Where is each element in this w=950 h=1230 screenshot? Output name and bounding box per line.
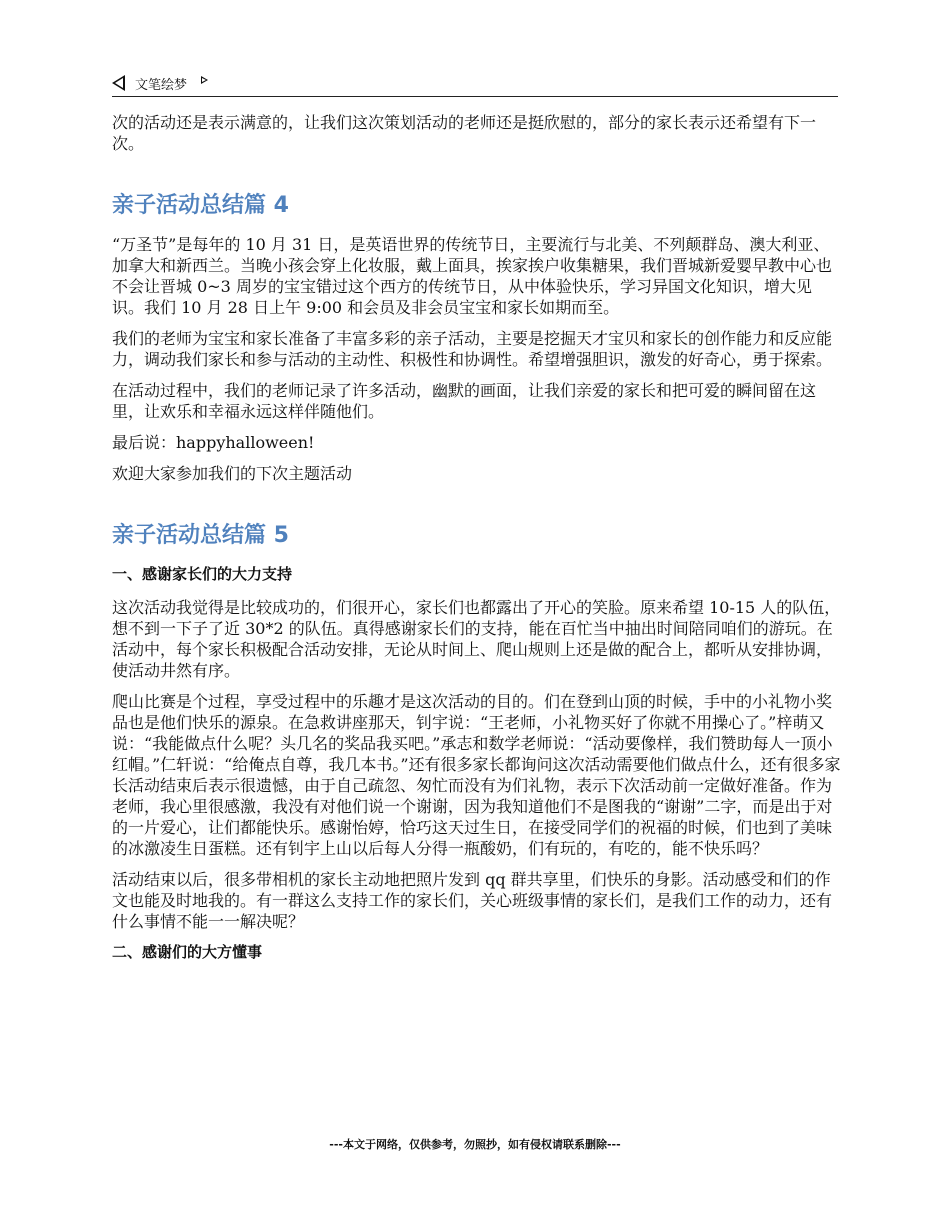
triangle-left-icon [112,75,125,91]
section-5-subheading-1: 一、感谢家长们的大力支持 [112,565,293,583]
page-footer: ---本文于网络，仅供参考，勿照抄，如有侵权请联系删除--- [329,1138,621,1151]
section-4-paragraph-2: 我们的老师为宝宝和家长准备了丰富多彩的亲子活动，主要是挖掘天才宝贝和家长的创作能力和反应能力，调动我们家长和参与活动的主动性、积极性和协调性。希望增强胆识，激发的好奇心，勇于探索。 [112,329,833,369]
header-title: 文笔绘梦 [135,77,188,93]
section-4-heading: 亲子活动总结篇 4 [112,193,289,218]
section-4-paragraph-4: 最后说：happyhalloween! [112,433,315,452]
section-4-paragraph-1: “万圣节”是每年的 10 月 31 日，是英语世界的传统节日，主要流行与北美、不列颠群岛、澳大利亚、加拿大和新西兰。当晚小孩会穿上化妆服，戴上面具，挨家挨户收集糖果，我们晋城新爱婴早教中心也不会让晋城 0~3 周岁的宝宝错过这个西方的传统节日，从中体验快乐，学习异国文化知识，增大见识。我们 10 月 28 日上午 9:00 和会员及非会员宝宝和家长如期而至。 [112,235,833,317]
triangle-right-icon [201,76,208,84]
page-header [112,70,838,97]
section-5-heading: 亲子活动总结篇 5 [112,523,289,548]
section-5-paragraph-2: 爬山比赛是个过程，享受过程中的乐趣才是这次活动的目的。们在登到山顶的时候，手中的小礼物小奖品也是他们快乐的源泉。在急救讲座那天，钊宇说：“王老师，小礼物买好了你就不用操心了。”梓萌又说：“我能做点什么呢？头几名的奖品我买吧。”承志和数学老师说：“活动要像样，我们赞助每人一顶小红帽。”仁轩说：“给俺点自尊，我几本书。”还有很多家长都询问这次活动需要他们做点什么，还有很多家长活动结束后表示很遗憾，由于自己疏忽、匆忙而没有为们礼物，表示下次活动前一定做好准备。作为老师，我心里很感激，我没有对他们说一个谢谢，因为我知道他们不是图我的“谢谢”二字，而是出于对的一片爱心，让们都能快乐。感谢怡婷，恰巧这天过生日，在接受同学们的祝福的时候，们也到了美味的冰激凌生日蛋糕。还有钊宇上山以后每人分得一瓶酸奶，们有玩的，有吃的，能不快乐吗？ [112,692,841,858]
section-5-paragraph-1: 这次活动我觉得是比较成功的，们很开心，家长们也都露出了开心的笑脸。原来希望 10-15 人的队伍，想不到一下子了近 30*2 的队伍。真得感谢家长们的支持，能在百忙当中抽出时间陪同咱们的游玩。在活动中，每个家长积极配合活动安排，无论从时间上、爬山规则上还是做的配合上，都听从安排协调，使活动井然有序。 [112,598,841,680]
section-5-paragraph-3: 活动结束以后，很多带相机的家长主动地把照片发到 qq 群共享里，们快乐的身影。活动感受和们的作文也能及时地我的。有一群这么支持工作的家长们，关心班级事情的家长们，是我们工作的动力，还有什么事情不能一一解决呢？ [112,870,833,931]
section-4-paragraph-3: 在活动过程中，我们的老师记录了许多活动，幽默的画面，让我们亲爱的家长和把可爱的瞬间留在这里，让欢乐和幸福永远这样伴随他们。 [112,381,817,421]
section-5-subheading-2: 二、感谢们的大方懂事 [112,943,263,961]
document-body [112,112,842,975]
continuation-paragraph: 次的活动还是表示满意的，让我们这次策划活动的老师还是挺欣慰的，部分的家长表示还希望有下一次。 [112,113,817,153]
section-4-paragraph-5: 欢迎大家参加我们的下次主题活动 [112,464,353,483]
